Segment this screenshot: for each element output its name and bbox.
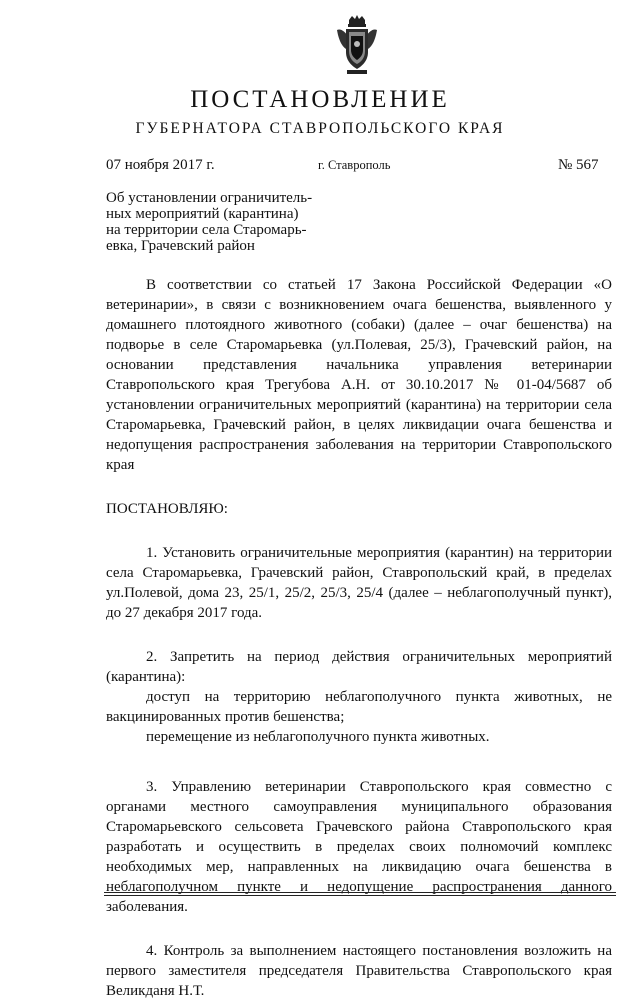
heading-line: на территории села Старомарь- <box>106 222 307 238</box>
item-2-sub-2: перемещение из неблагополучного пункта животных. <box>146 729 490 745</box>
coat-of-arms-icon <box>335 14 379 76</box>
heading-line: евка, Грачевский район <box>106 238 255 254</box>
preamble-paragraph: В соответствии со статьей 17 Закона Российской Федерации «О ветеринарии», в связи с возникновением очага бешенства, выявленного у домашнего плотоядного животного (собаки) (далее – очаг бешенства) на подворье в селе Старомарьевка (ул.Полевая, 25/3), Грачевский район, на основании представления начальника управления ветеринарии Ставропольского края Трегубова А.Н. от 30.10.2017 № 01-04/5687 об установлении ограничительных мероприятий (карантина) на территории села Старомарьевка, Грачевский район, в целях ликвидации очага бешенства и недопущения распространения заболевания на территории Ставропольского края <box>106 277 612 473</box>
document-subtitle: ГУБЕРНАТОРА СТАВРОПОЛЬСКОГО КРАЯ <box>135 120 505 137</box>
item-3: 3. Управлению ветеринарии Ставропольского края совместно с органами местного самоуправления муниципального образования Старомарьевского сельсовета Грачевского района Ставропольского края разработать и осуществить в пределах своих полномочий комплекс необходимых мер, направленных на ликвидацию очага бешенства в неблагополучном пункте и недопущение распространения данного заболевания. <box>106 779 612 915</box>
document-heading <box>106 190 366 254</box>
heading-line: Об установлении ограничитель- <box>106 190 313 206</box>
item-2-sub-1: доступ на территорию неблагополучного пункта животных, не вакцинированных против бешенства; <box>106 689 612 725</box>
document-date: 07 ноября 2017 г. <box>106 157 215 173</box>
item-2: 2. Запретить на период действия ограничительных мероприятий (карантина): <box>106 649 612 685</box>
item-1: 1. Установить ограничительные мероприятия (карантин) на территории села Старомарьевка, Грачевский район, Ставропольский край, в пределах ул.Полевой, дома 23, 25/1, 25/2, 25/3, 25/4 (далее – неблагополучный пункт), до 27 декабря 2017 года. <box>106 545 612 621</box>
heading-line: ных мероприятий (карантина) <box>106 206 299 222</box>
document-city: г. Ставрополь <box>318 158 391 172</box>
item-4: 4. Контроль за выполнением настоящего постановления возложить на первого заместителя председателя Правительства Ставропольского края Великданя Н.Т. <box>106 943 612 999</box>
document-title: ПОСТАНОВЛЕНИЕ <box>190 86 450 113</box>
footer-divider <box>104 892 616 896</box>
document-number: № 567 <box>558 157 599 173</box>
decree-word: ПОСТАНОВЛЯЮ: <box>106 501 228 517</box>
